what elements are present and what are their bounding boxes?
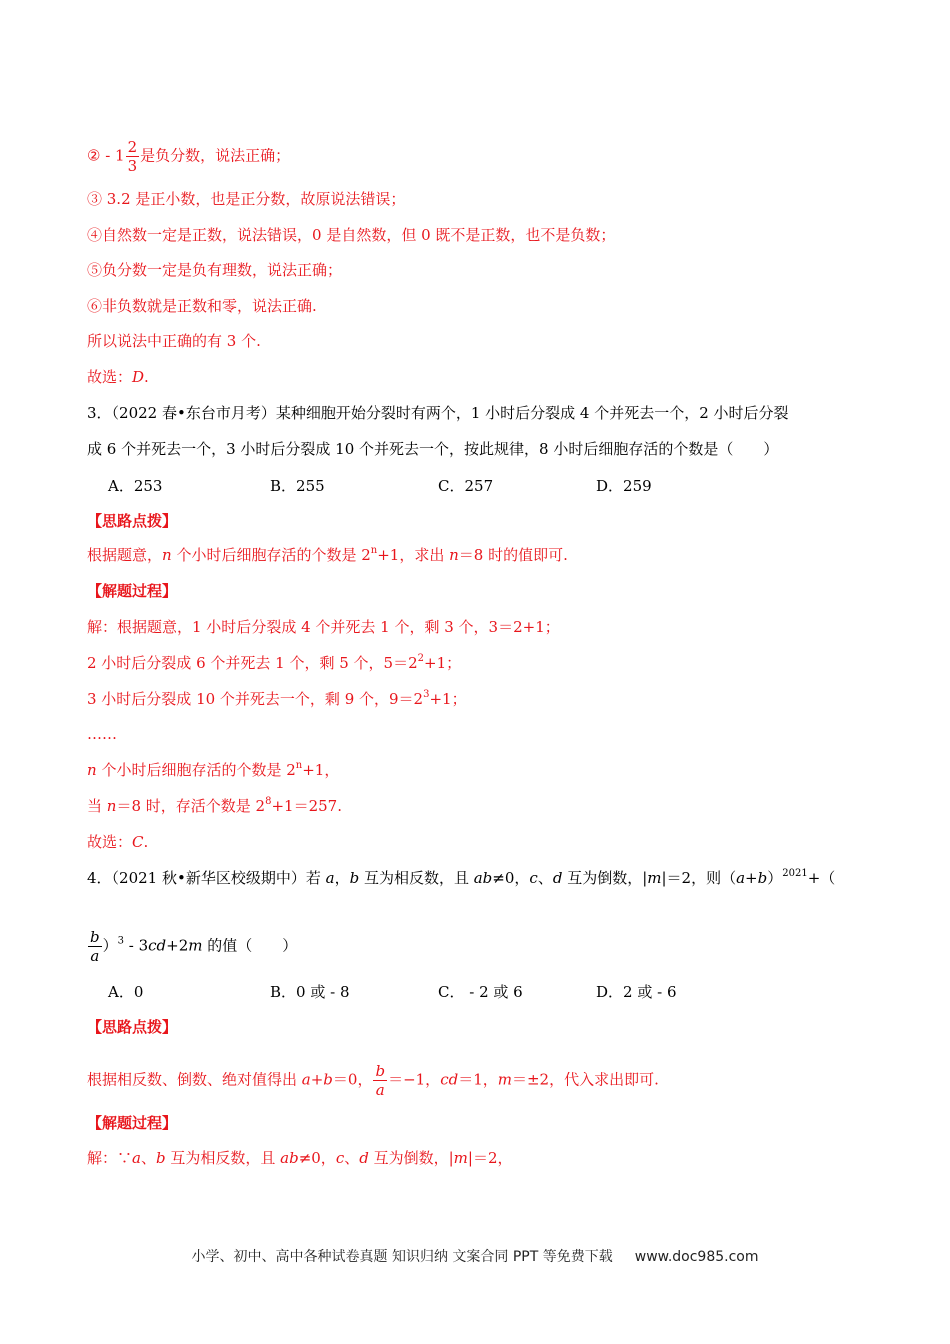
- prev-item-5: ⑤负分数一定是负有理数，说法正确；: [87, 261, 343, 279]
- q3-option-a: A．253: [108, 477, 163, 495]
- q4-hint: 根据相反数、倒数、绝对值得出 a+b＝0， $\frac{b}{a}$ ＝−1，cd＝1，m＝±2，代入求出即可.: [87, 1062, 659, 1099]
- q3-step-5: n 个小时后细胞存活的个数是 $2^n+1$，: [87, 760, 340, 779]
- q3-option-c: C．257: [438, 477, 494, 495]
- q4-option-a: A．0: [108, 983, 144, 1001]
- fraction: $\frac{b}{a}$: [375, 1062, 386, 1099]
- q3-stem-line1: 3．（2022 春•东台市月考）某种细胞开始分裂时有两个，1 小时后分裂成 4 个并死去一个，2 小时后分裂: [87, 404, 789, 422]
- prev-item-3: ③ 3.2 是正小数，也是正分数，故原说法错误；: [87, 190, 406, 208]
- q4-stem-line2: $\frac{b}{a}$ ）$^3$ - 3cd+2m 的值（ ）: [90, 928, 298, 965]
- footer-text: 小学、初中、高中各种试卷真题 知识归纳 文案合同 PPT 等免费下载: [191, 1249, 613, 1265]
- q3-step-3: 3 小时后分裂成 10 个并死去一个，剩 9 个，$9=2^3+1$；: [87, 689, 467, 708]
- fraction: $\frac{2}{3}$: [127, 138, 138, 175]
- q3-hint-title: 【思路点拨】: [87, 512, 178, 530]
- fraction: $\frac{b}{a}$: [90, 928, 100, 965]
- q3-hint: 根据题意，n 个小时后细胞存活的个数是 $2^n+1$，求出 n＝8 时的值即可.: [87, 545, 568, 564]
- prev-item-4: ④自然数一定是正数，说法错误，0 是自然数，但 0 既不是正数，也不是负数；: [87, 226, 616, 244]
- q4-step-1: 解：∵a、b 互为相反数，且 ab≠0，c、d 互为倒数，|m|＝2，: [87, 1149, 513, 1167]
- q4-option-b: B．0 或 - 8: [270, 983, 350, 1001]
- q3-step-2: 2 小时后分裂成 6 个并死去 1 个，剩 5 个，$5=2^2+1$；: [87, 653, 462, 672]
- q3-choice: 故选：C.: [87, 833, 149, 851]
- q4-option-c: C． - 2 或 6: [438, 983, 523, 1001]
- prev-item-6: ⑥非负数就是正数和零，说法正确.: [87, 297, 317, 315]
- q4-process-title: 【解题过程】: [87, 1114, 178, 1132]
- prev-item-2: ② - 1 $\frac{2}{3}$ 是负分数，说法正确；: [87, 138, 291, 175]
- q4-hint-title: 【思路点拨】: [87, 1018, 178, 1036]
- q3-process-title: 【解题过程】: [87, 582, 178, 600]
- prev-summary: 所以说法中正确的有 3 个.: [87, 332, 261, 350]
- q3-step-ellipsis: ……: [87, 725, 117, 743]
- q4-option-d: D．2 或 - 6: [596, 983, 677, 1001]
- q3-option-b: B．255: [270, 477, 325, 495]
- q3-step-6: 当 n＝8 时，存活个数是 $2^8+1=257$.: [87, 796, 342, 815]
- page-footer: [0, 1246, 950, 1266]
- q3-step-1: 解：根据题意，1 小时后分裂成 4 个并死去 1 个，剩 3 个，3＝2+1；: [87, 618, 560, 636]
- q4-stem-line1: 4．（2021 秋•新华区校级期中）若 a，b 互为相反数，且 ab≠0，c、d 互为倒数，|m|＝2，则$(a+b)^{2021}+$（: [87, 868, 836, 887]
- prev-choice: 故选：D.: [87, 368, 149, 386]
- footer-site-link[interactable]: www.doc985.com: [634, 1249, 759, 1265]
- q3-option-d: D．259: [596, 477, 652, 495]
- q3-stem-line2: 成 6 个并死去一个，3 小时后分裂成 10 个并死去一个，按此规律，8 小时后细胞存活的个数是（ ）: [87, 440, 779, 458]
